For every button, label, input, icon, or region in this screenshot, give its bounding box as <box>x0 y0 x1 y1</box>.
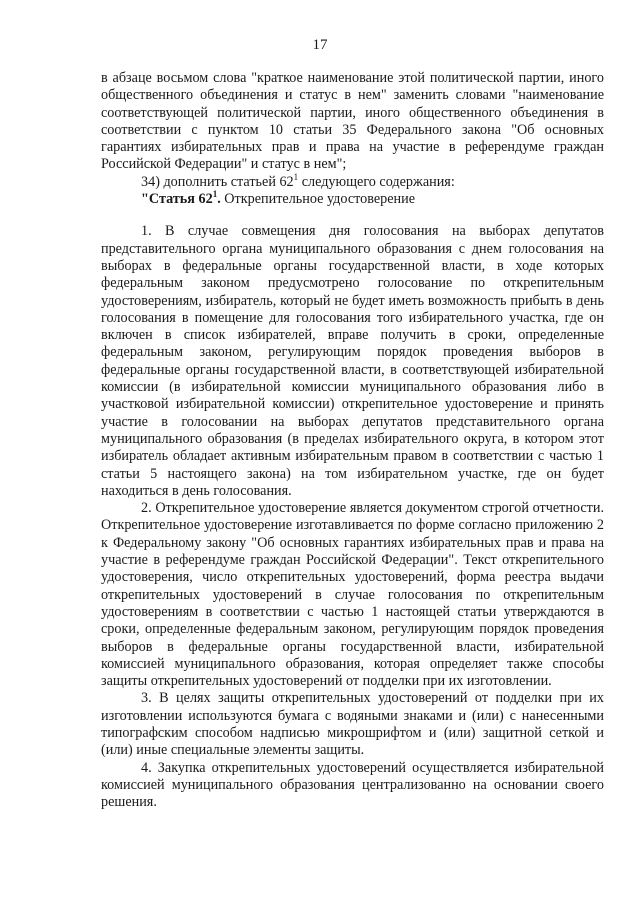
article-title: Открепительное удостоверение <box>220 191 416 208</box>
article-open-quote: " <box>141 191 149 208</box>
item-34-paragraph <box>101 171 604 191</box>
article-superscript: 1 <box>212 189 218 200</box>
item-34-text: 34) дополнить статьей 62 <box>141 173 294 190</box>
article-paragraph-2: 2. Открепительное удостоверение является документом строгой отчетности. Открепительное удостоверение изготавливается по форме согласно приложению 2 к Федеральному закону "Об основных гарантиях избирательных прав и права на участие в референдуме граждан Российской Федерации". Текст открепительного удостоверения, число открепительных удостоверений, форма реестра выдачи открепительных удостоверений в случае голосования по открепительным удостоверениям в соответствии с частью 1 настоящей статьи утверждаются в сроки, определенные федеральным законом, регулирующим порядок проведения выборов в федеральные органы государственной власти, избирательной комиссией муниципального образования, которая определяет также способы защиты открепительных удостоверений от подделки при их изготовлении. <box>101 500 604 690</box>
page-number: 17 <box>312 37 328 53</box>
article-paragraph-3: 3. В целях защиты открепительных удостоверений от подделки при их изготовлении используются бумага с водяными знаками и (или) с нанесенными типографским способом надписью микрошрифтом и (или) защитной сеткой и (или) иные специальные элементы защиты. <box>101 690 604 759</box>
document-body <box>101 70 604 811</box>
article-paragraph-4: 4. Закупка открепительных удостоверений осуществляется избирательной комиссией муниципального образования централизованно на основании своего решения. <box>101 759 604 811</box>
item-34-superscript: 1 <box>293 171 299 182</box>
article-paragraph-1: 1. В случае совмещения дня голосования на выборах депутатов представительного органа муниципального образования с днем голосования на выборах в федеральные органы государственной власти, в ходе которых федеральным законом предусмотрено голосование по открепительным удостоверениям, избиратель, который не будет иметь возможность прибыть в день голосования в помещение для голосования того избирательного участка, где он включен в список избирателей, вправе получить в сроки, определенные федеральным законом, регулирующим порядок проведения выборов в федеральные органы государственной власти, в соответствующей избирательной комиссии (в избирательной комиссии муниципального образования либо в участковой избирательной комиссии) открепительное удостоверение и принять участие в голосовании на выборах депутатов представительного органа муниципального образования (в пределах избирательного округа, в котором этот избиратель обладает активным избирательным правом в соответствии с частью 1 статьи 5 настоящего закона) на том избирательном участке, где он будет находиться в день голосования. <box>101 223 604 499</box>
amendment-paragraph: в абзаце восьмом слова "краткое наименование этой политической партии, иного общественного объединения и статус в нем" заменить словами "наименование соответствующей политической партии, иного общественного объединения в соответствии с пунктом 10 статьи 35 Федерального закона "Об основных гарантиях избирательных прав и права на участие в референдуме граждан Российской Федерации" и статус в нем"; <box>101 70 604 173</box>
article-heading-line <box>101 191 604 208</box>
article-label: Статья 62 <box>148 191 213 208</box>
item-34-suffix: следующего содержания: <box>298 173 455 190</box>
article-label-dot: . <box>217 191 221 208</box>
